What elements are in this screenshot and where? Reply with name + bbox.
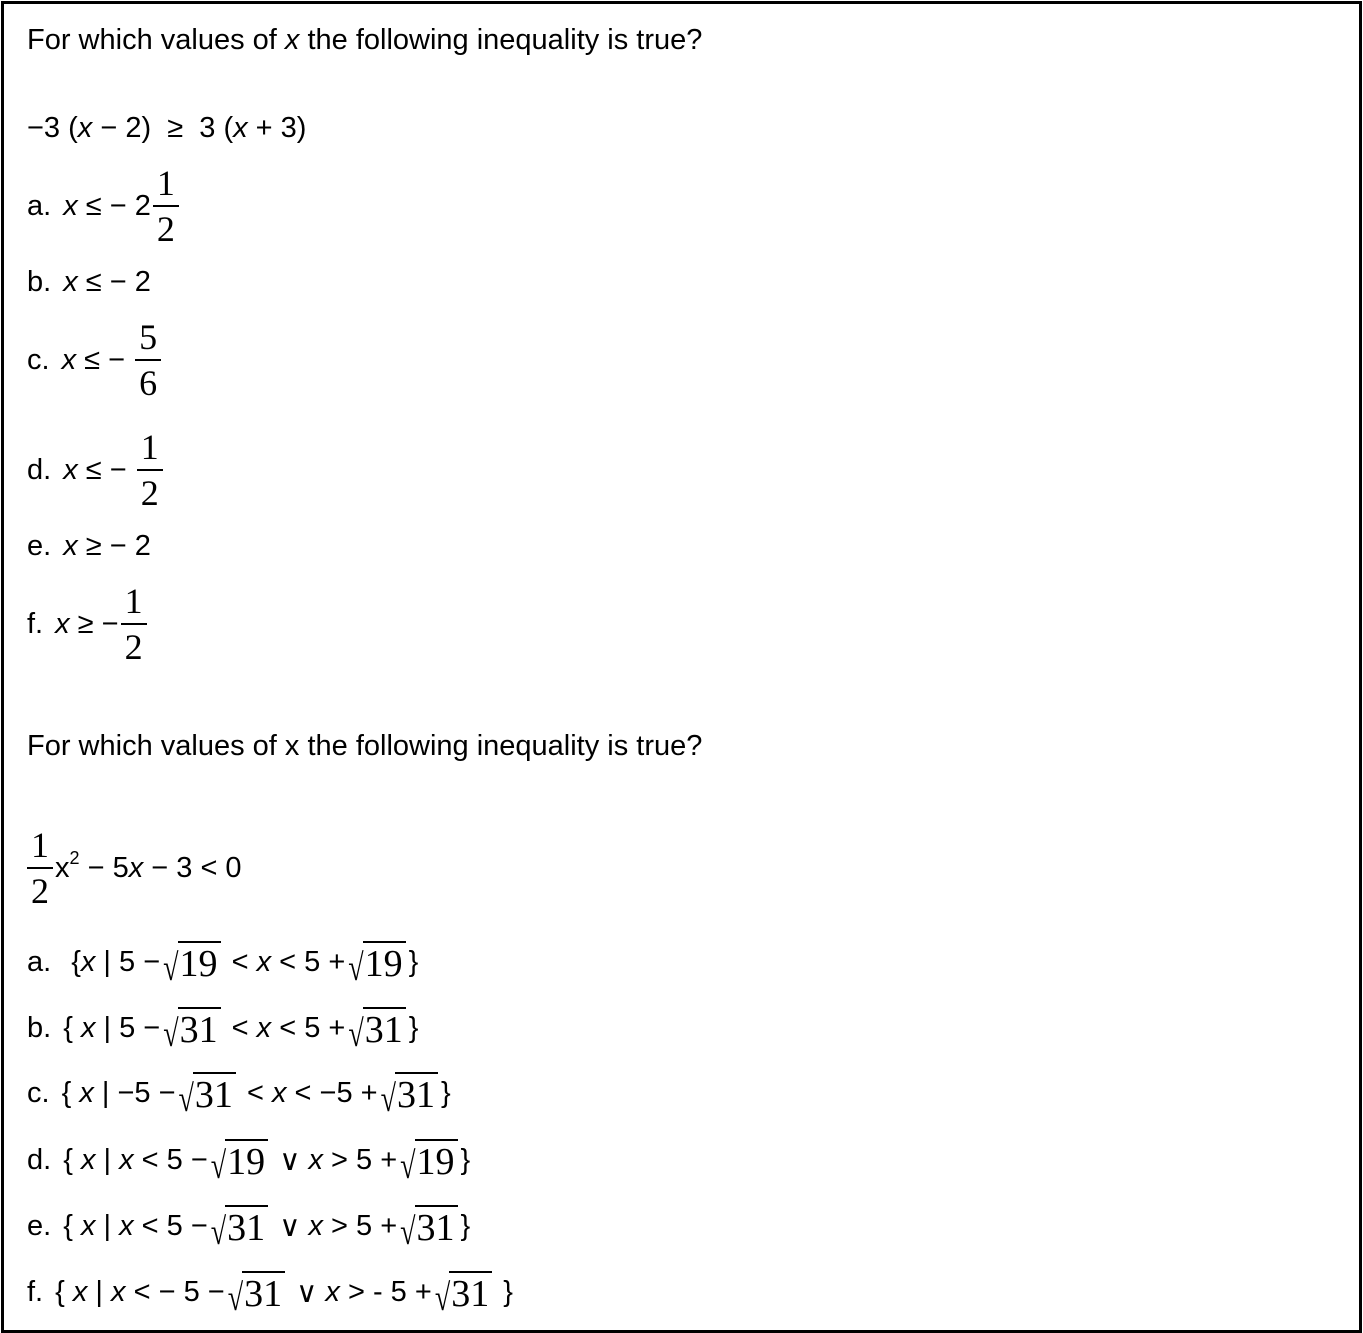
q1-ineq-part-b: − 2) ≥ 3 ( bbox=[92, 111, 234, 144]
option-var: x bbox=[271, 1076, 287, 1109]
option-text: } bbox=[460, 1143, 471, 1176]
sqrt-symbol: √ 31 bbox=[228, 1271, 285, 1313]
option-label: c. bbox=[27, 343, 50, 376]
option-var: x bbox=[63, 189, 78, 222]
sqrt-symbol: √ 19 bbox=[348, 941, 405, 983]
option-text: > 5 + bbox=[322, 1209, 398, 1242]
option-fraction bbox=[153, 165, 179, 247]
fraction-numerator: 5 bbox=[135, 319, 161, 361]
option-fraction bbox=[137, 429, 163, 511]
option-var: x bbox=[256, 945, 272, 978]
fraction-numerator: 1 bbox=[153, 165, 179, 207]
option-text: } bbox=[460, 1209, 471, 1242]
option-text: } bbox=[408, 945, 419, 978]
radicand: 31 bbox=[449, 1271, 492, 1313]
option-text: < bbox=[223, 1011, 257, 1044]
option-label: c. bbox=[27, 1076, 50, 1109]
option-var: x bbox=[63, 453, 78, 486]
document-frame bbox=[1, 1, 1362, 1333]
option-var: x bbox=[111, 1275, 126, 1308]
q2-ineq-part-b: − 3 < 0 bbox=[143, 851, 242, 884]
q1-option-a[interactable] bbox=[27, 163, 181, 249]
q1-option-b[interactable] bbox=[27, 262, 151, 302]
option-text: { bbox=[71, 945, 81, 978]
fraction-denominator: 6 bbox=[139, 363, 158, 403]
option-text: | bbox=[87, 1275, 112, 1308]
option-text: | 5 − bbox=[95, 1011, 161, 1044]
option-relation: ≤ − bbox=[76, 343, 134, 376]
option-text: | bbox=[95, 1209, 120, 1242]
option-var: x bbox=[80, 1011, 96, 1044]
q2-ineq-var: x bbox=[128, 851, 144, 884]
option-var: x bbox=[308, 1143, 323, 1176]
fraction-denominator: 2 bbox=[140, 473, 159, 513]
q2-inequality bbox=[27, 825, 242, 911]
sqrt-symbol: √ 31 bbox=[435, 1271, 492, 1313]
option-text: < − 5 − bbox=[125, 1275, 225, 1308]
option-text: > 5 + bbox=[322, 1143, 398, 1176]
sqrt-symbol: √ 19 bbox=[400, 1139, 457, 1181]
option-text: } bbox=[408, 1011, 419, 1044]
fraction-numerator: 1 bbox=[121, 583, 147, 625]
sqrt-symbol: √ 31 bbox=[381, 1072, 438, 1114]
sqrt-symbol: √ 19 bbox=[211, 1139, 268, 1181]
q2-prompt-text: For which values of x the following inequality is true? bbox=[27, 729, 703, 762]
q2-option-e[interactable] bbox=[27, 1206, 471, 1254]
option-var: x bbox=[308, 1209, 323, 1242]
option-text: { bbox=[55, 1275, 73, 1308]
radicand: 31 bbox=[415, 1205, 458, 1247]
option-var: x bbox=[63, 265, 78, 298]
option-label: d. bbox=[27, 1143, 52, 1176]
radicand: 19 bbox=[225, 1139, 268, 1181]
option-text: { bbox=[61, 1076, 80, 1109]
option-text: { bbox=[63, 1011, 81, 1044]
option-relation: ≥ − bbox=[69, 607, 119, 640]
fraction-numerator: 1 bbox=[137, 429, 163, 471]
option-relation: ≤ − bbox=[77, 453, 135, 486]
option-text: | 5 − bbox=[95, 945, 161, 978]
radicand: 31 bbox=[363, 1007, 406, 1049]
q1-option-c[interactable] bbox=[27, 317, 163, 403]
fraction-denominator: 2 bbox=[156, 209, 175, 249]
option-var: x bbox=[72, 1275, 88, 1308]
q1-prompt-text-a: For which values of bbox=[27, 23, 277, 56]
fraction-denominator: 2 bbox=[124, 627, 143, 667]
radicand: 19 bbox=[363, 941, 406, 983]
option-text: | −5 − bbox=[93, 1076, 176, 1109]
q2-ineq-part-a: − 5 bbox=[79, 851, 129, 884]
option-var: x bbox=[256, 1011, 272, 1044]
radicand: 31 bbox=[395, 1072, 438, 1114]
q1-option-e[interactable] bbox=[27, 526, 151, 566]
fraction-numerator: 1 bbox=[27, 827, 53, 869]
option-text: | bbox=[95, 1143, 120, 1176]
option-var: x bbox=[119, 1143, 134, 1176]
q2-ineq-fraction bbox=[27, 827, 53, 909]
q2-prompt bbox=[27, 726, 702, 766]
option-label: a. bbox=[27, 945, 52, 978]
option-text: < 5 − bbox=[133, 1143, 208, 1176]
radicand: 31 bbox=[242, 1271, 285, 1313]
q2-ineq-base: x bbox=[55, 851, 70, 884]
option-fraction bbox=[121, 583, 147, 665]
q2-option-c[interactable] bbox=[27, 1073, 451, 1121]
fraction-denominator: 2 bbox=[31, 871, 49, 911]
option-var: x bbox=[119, 1209, 134, 1242]
option-text: < 5 + bbox=[271, 945, 346, 978]
option-fraction bbox=[135, 319, 161, 401]
option-text: { bbox=[63, 1209, 81, 1242]
option-var: x bbox=[80, 1209, 96, 1242]
option-text: { bbox=[63, 1143, 81, 1176]
sqrt-symbol: √ 31 bbox=[400, 1205, 457, 1247]
option-label: b. bbox=[27, 1011, 52, 1044]
option-text: ∨ bbox=[288, 1276, 326, 1309]
option-text: > - 5 + bbox=[339, 1275, 432, 1308]
option-var: x bbox=[63, 529, 78, 562]
q1-prompt-var: x bbox=[284, 23, 300, 56]
radicand: 19 bbox=[178, 941, 221, 983]
option-label: a. bbox=[27, 189, 52, 222]
option-text: < 5 − bbox=[133, 1209, 208, 1242]
q1-prompt bbox=[27, 20, 702, 60]
option-label: f. bbox=[27, 607, 44, 640]
q1-ineq-part-a: −3 ( bbox=[27, 111, 78, 144]
option-var: x bbox=[61, 343, 77, 376]
option-var: x bbox=[80, 945, 96, 978]
option-label: e. bbox=[27, 529, 52, 562]
option-text: } bbox=[440, 1076, 451, 1109]
radicand: 31 bbox=[193, 1072, 236, 1114]
q1-inequality bbox=[27, 108, 306, 148]
option-relation: ≥ − 2 bbox=[77, 529, 151, 562]
q1-prompt-text-b: the following inequality is true? bbox=[307, 23, 703, 56]
option-text: } bbox=[495, 1275, 513, 1308]
q2-option-a[interactable] bbox=[27, 942, 419, 990]
option-text: < bbox=[238, 1076, 272, 1109]
sqrt-symbol: √ 31 bbox=[211, 1205, 268, 1247]
option-relation: ≤ − 2 bbox=[77, 189, 151, 222]
sqrt-symbol: √ 31 bbox=[348, 1007, 405, 1049]
option-var: x bbox=[79, 1076, 94, 1109]
q2-option-b[interactable] bbox=[27, 1008, 419, 1056]
sqrt-symbol: √ 31 bbox=[179, 1072, 236, 1114]
sqrt-symbol: √ 19 bbox=[163, 941, 220, 983]
option-label: b. bbox=[27, 265, 52, 298]
q2-option-d[interactable] bbox=[27, 1140, 471, 1188]
option-text: < −5 + bbox=[286, 1076, 378, 1109]
q1-option-f[interactable] bbox=[27, 581, 149, 667]
option-text: < 5 + bbox=[271, 1011, 346, 1044]
option-var: x bbox=[55, 607, 70, 640]
option-text: ∨ bbox=[271, 1210, 309, 1243]
option-text: ∨ bbox=[271, 1144, 309, 1177]
option-relation: ≤ − 2 bbox=[77, 265, 151, 298]
option-label: f. bbox=[27, 1275, 44, 1308]
q1-option-d[interactable] bbox=[27, 427, 165, 513]
radicand: 31 bbox=[225, 1205, 268, 1247]
option-label: d. bbox=[27, 453, 52, 486]
option-label: e. bbox=[27, 1209, 52, 1242]
q1-ineq-var-1: x bbox=[77, 111, 93, 144]
q2-option-f[interactable] bbox=[27, 1272, 513, 1320]
option-var: x bbox=[325, 1275, 340, 1308]
q1-ineq-var-2: x bbox=[233, 111, 248, 144]
radicand: 19 bbox=[415, 1139, 458, 1181]
option-var: x bbox=[80, 1143, 96, 1176]
option-text: < bbox=[223, 945, 257, 978]
sqrt-symbol: √ 31 bbox=[163, 1007, 220, 1049]
q2-ineq-exponent: 2 bbox=[69, 847, 80, 868]
radicand: 31 bbox=[178, 1007, 221, 1049]
q1-ineq-part-c: + 3) bbox=[247, 111, 307, 144]
